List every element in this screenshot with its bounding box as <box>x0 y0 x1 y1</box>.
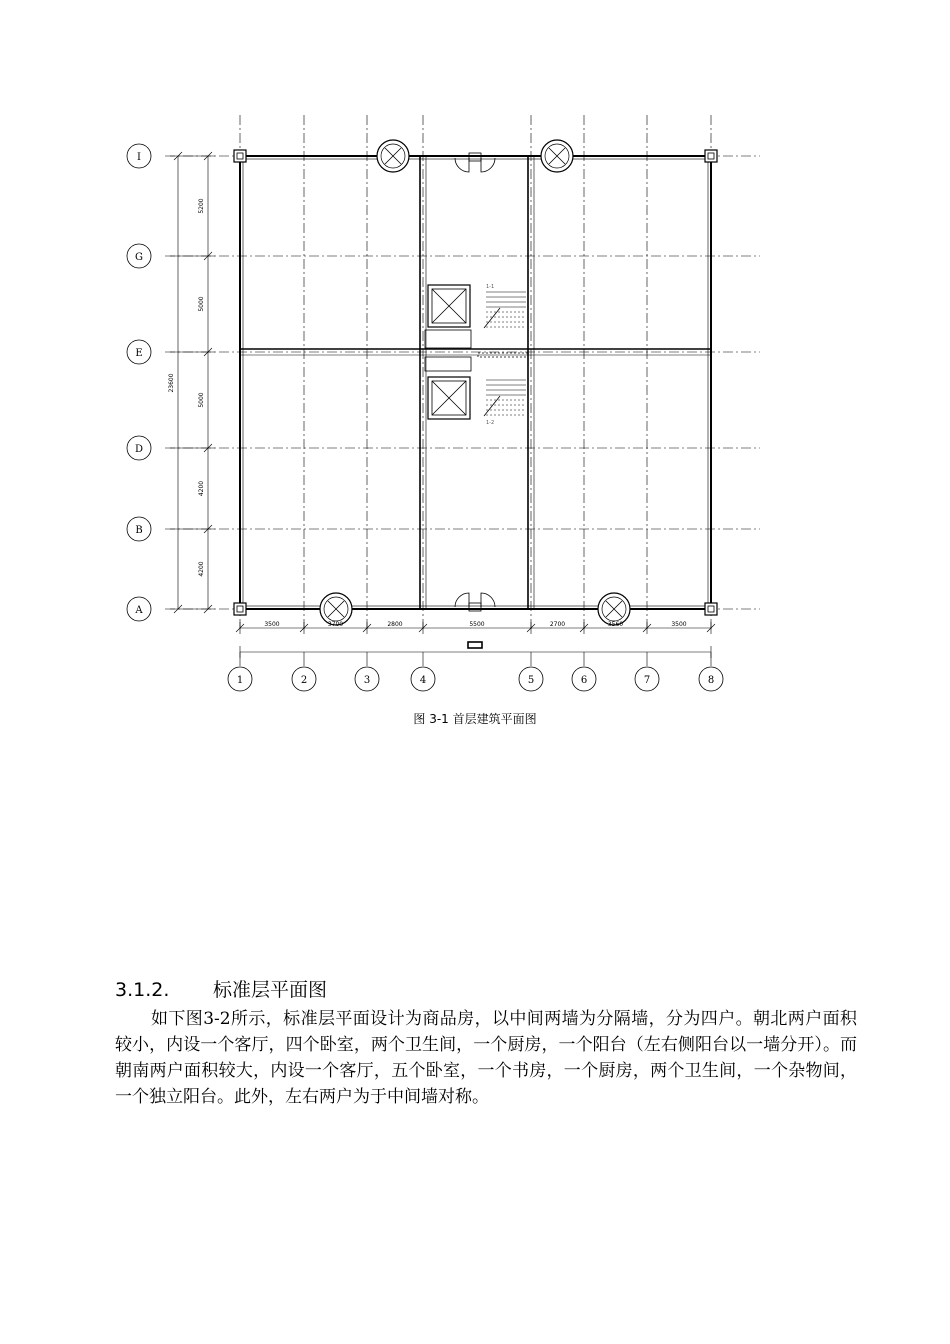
row-axis-label: A <box>135 605 143 616</box>
vertical-dimension-label: 5000 <box>198 392 205 408</box>
lift-lobby-box <box>425 357 471 371</box>
row-axis-label: E <box>135 348 143 359</box>
row-axis-bubble-G <box>127 244 151 268</box>
horizontal-dimension-label: 3700 <box>327 621 344 628</box>
vertical-dimension-label: 5200 <box>198 198 205 214</box>
scale-marker <box>468 642 482 648</box>
figure-caption: 图 3-1 首层建筑平面图 <box>413 712 537 726</box>
corner-column <box>705 150 717 162</box>
stair-arrow <box>484 308 500 328</box>
horizontal-dimension-label: 2700 <box>549 621 566 628</box>
col-axis-label: 1 <box>236 675 244 686</box>
row-axis-bubble-A <box>127 597 151 621</box>
col-axis-bubble-3 <box>355 652 379 691</box>
outer-wall-inner <box>243 159 708 606</box>
row-axis-bubble-I <box>127 144 151 168</box>
section-number: 3.1.2. <box>115 979 170 1001</box>
row-axis-label: G <box>135 252 143 263</box>
horizontal-dimension-label: 3500 <box>671 621 687 628</box>
section-heading <box>115 975 327 1002</box>
lift-lobby-box <box>425 330 471 348</box>
corner-column <box>705 603 717 615</box>
col-axis-bubble-5 <box>519 652 543 691</box>
door-swing <box>481 593 495 607</box>
axis-grid-lines <box>165 115 760 630</box>
wall-outline <box>240 156 711 609</box>
row-axis-label: B <box>135 525 143 536</box>
col-axis-label: 8 <box>707 675 715 686</box>
col-axis-label: 2 <box>300 675 308 686</box>
col-axis-label: 5 <box>527 675 535 686</box>
col-axis-label: 4 <box>419 675 427 686</box>
row-axis-bubble-E <box>127 340 151 364</box>
plan-features <box>234 140 717 648</box>
outer-wall <box>240 156 711 609</box>
row-axis-label: D <box>134 444 144 455</box>
col-axis-bubble-7 <box>635 652 659 691</box>
row-axis-bubble-B <box>127 517 151 541</box>
corner-column <box>234 603 246 615</box>
door-swing <box>455 593 469 607</box>
col-axis-label: 7 <box>643 675 651 686</box>
section-title: 标准层平面图 <box>213 979 328 1001</box>
door-swing <box>455 158 469 172</box>
stair-label-lower: 1-2 <box>486 420 495 426</box>
col-axis-bubble-2 <box>292 652 316 691</box>
col-axis-bubble-1 <box>228 652 252 691</box>
vertical-dimension-label: 4200 <box>198 561 205 577</box>
col-axis-label: 3 <box>363 675 371 686</box>
stair-label-upper: 1-1 <box>486 284 495 290</box>
vertical-dimension-label: 5000 <box>198 296 205 312</box>
total-vertical-dimension-label: 23600 <box>168 373 175 393</box>
col-axis-label: 6 <box>580 675 588 686</box>
col-axis-bubble-4 <box>411 652 435 691</box>
stair-arrow <box>484 396 500 416</box>
row-axis-bubble-D <box>127 436 151 460</box>
body-paragraph: 如下图3-2所示，标准层平面设计为商品房，以中间两墙为分隔墙，分为四户。朝北两户面积较小，内设一个客厅，四个卧室，两个卫生间，一个厨房，一个阳台（左右侧阳台以一墙分开）。而朝南两户面积较大，内设一个客厅，五个卧室，一个书房，一个厨房，两个卫生间，一个杂物间，一个独立阳台。此外，左右两户为于中间墙对称。 <box>115 1009 857 1107</box>
horizontal-dimension-label: 2800 <box>387 621 403 628</box>
horizontal-dimension-label: 3500 <box>264 621 280 628</box>
horizontal-dimension-label: 3560 <box>607 621 624 628</box>
vertical-dimension-label: 4200 <box>198 480 205 497</box>
col-axis-bubble-6 <box>572 652 596 691</box>
col-axis-bubble-8 <box>699 652 723 691</box>
door-swing <box>481 158 495 172</box>
horizontal-dimension-label: 5500 <box>469 621 485 628</box>
row-axis-label: I <box>137 152 141 163</box>
corner-column <box>234 150 246 162</box>
